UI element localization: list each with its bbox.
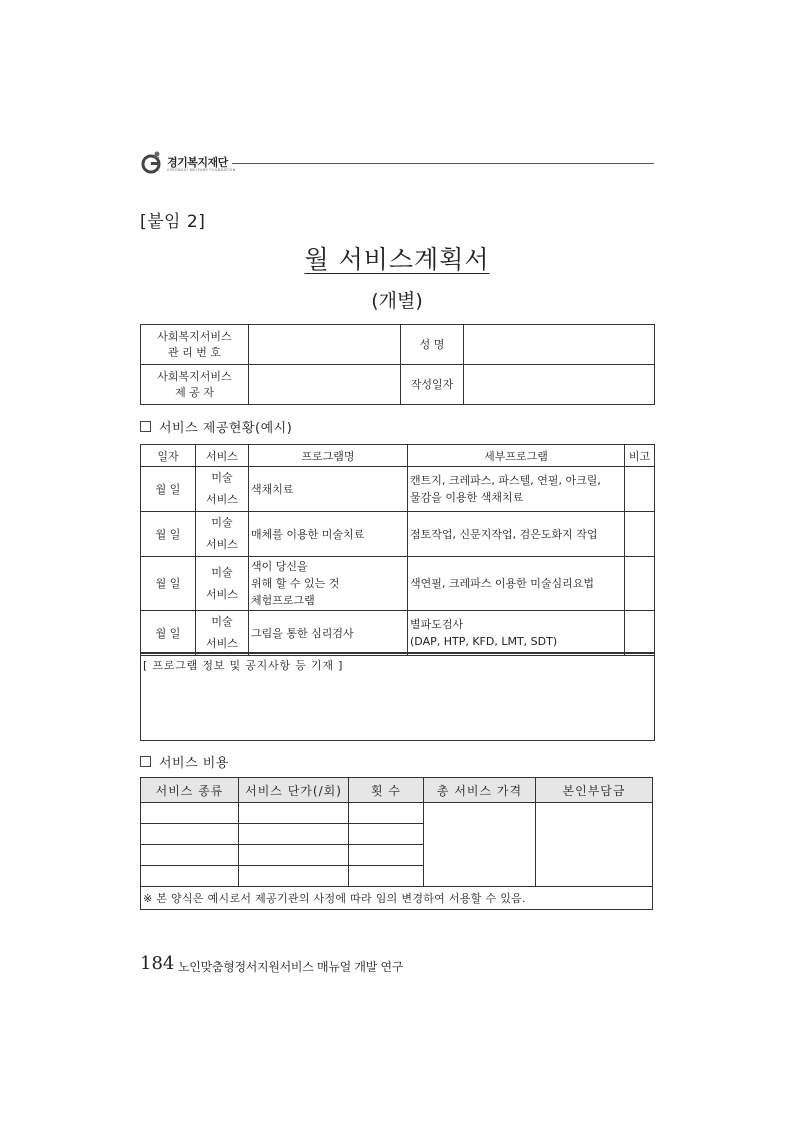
detail-cell: [408, 467, 625, 512]
table-row: [141, 803, 653, 824]
cell-line: 서비스: [206, 637, 238, 650]
service-type-cell[interactable]: [141, 866, 239, 887]
header-rule: [232, 163, 654, 164]
column-header: 횟 수: [349, 778, 424, 803]
detail-cell: [408, 611, 625, 656]
document-subtitle: (개별): [371, 290, 423, 312]
cell-line: 미술: [211, 516, 233, 529]
date-cell: 월 일: [141, 467, 196, 512]
label-line: 사회복지서비스: [157, 369, 232, 383]
service-cell: [196, 611, 249, 656]
cell-line: 위해 할 수 있는 것: [251, 577, 340, 590]
section-title: 서비스 제공현황(예시): [159, 421, 293, 436]
note-cell: [625, 512, 655, 557]
column-header: 비고: [625, 445, 655, 467]
unit-price-cell[interactable]: [239, 803, 349, 824]
label-line: 사회복지서비스: [157, 329, 232, 343]
unit-price-cell[interactable]: [239, 824, 349, 845]
service-type-cell[interactable]: [141, 845, 239, 866]
service-cell: [196, 467, 249, 512]
table-row: [141, 611, 655, 656]
total-price-cell[interactable]: [424, 803, 536, 887]
cell-line: (DAP, HTP, KFD, LMT, SDT): [410, 635, 558, 648]
program-cell: [249, 557, 408, 611]
checkbox-icon: [140, 421, 151, 432]
count-cell[interactable]: [349, 845, 424, 866]
cell-line: 서비스: [206, 587, 238, 601]
service-type-cell[interactable]: [141, 803, 239, 824]
unit-price-cell[interactable]: [239, 845, 349, 866]
column-header: 세부프로그램: [408, 445, 625, 467]
name-field[interactable]: [464, 325, 655, 365]
note-cell: [625, 467, 655, 512]
notes-box-label: [ 프로그램 정보 및 공지사항 등 기재 ]: [143, 659, 344, 672]
cell-line: 미술: [211, 615, 233, 628]
section-title: 서비스 비용: [159, 756, 229, 771]
cell-line: 캔트지, 크레파스, 파스텔, 연필, 아크릴,: [410, 474, 601, 487]
column-header: 서비스 단가(/회): [239, 778, 349, 803]
cell-line: 색이 당신을: [251, 560, 308, 573]
cell-line: 서비스: [206, 538, 238, 551]
date-written-label: 작성일자: [401, 365, 464, 405]
name-label: 성 명: [401, 325, 464, 365]
service-cell: [196, 512, 249, 557]
date-cell: 월 일: [141, 512, 196, 557]
column-header: 서비스: [196, 445, 249, 467]
program-table: [140, 444, 655, 656]
program-cell: 그림을 통한 심리검사: [249, 611, 408, 656]
co-payment-cell[interactable]: [536, 803, 653, 887]
unit-price-cell[interactable]: [239, 866, 349, 887]
service-type-cell[interactable]: [141, 824, 239, 845]
cell-line: 체험프로그램: [251, 594, 315, 607]
column-header: 서비스 종류: [141, 778, 239, 803]
footer-text: 노인맞춤형정서지원서비스 매뉴얼 개발 연구: [178, 960, 404, 974]
document-title-text: 월 서비스계획서: [304, 245, 490, 274]
notes-box[interactable]: [140, 652, 655, 741]
provider-field[interactable]: [249, 365, 401, 405]
program-cell: 색채치료: [249, 467, 408, 512]
count-cell[interactable]: [349, 866, 424, 887]
cell-line: 서비스: [206, 493, 238, 506]
logo-subtext: GYEONGGI WELFARE FOUNDATION: [167, 168, 236, 172]
logo-mark-icon: [140, 150, 164, 174]
date-written-field[interactable]: [464, 365, 655, 405]
table-header-row: [141, 445, 655, 467]
cell-line: 별파도검사: [410, 618, 464, 631]
date-cell: 월 일: [141, 611, 196, 656]
program-cell: 매체를 이용한 미술치료: [249, 512, 408, 557]
cell-line: 물감을 이용한 색채치료: [410, 491, 524, 504]
table-row: [141, 887, 653, 910]
detail-cell: 점토작업, 신문지작업, 검은도화지 작업: [408, 512, 625, 557]
table-row: [141, 365, 655, 405]
info-table: [140, 324, 655, 405]
table-header-row: [141, 778, 653, 803]
column-header: 프로그램명: [249, 445, 408, 467]
count-cell[interactable]: [349, 803, 424, 824]
cell-line: 미술: [211, 471, 233, 484]
column-header: 본인부담금: [536, 778, 653, 803]
section-service-status: [140, 417, 292, 436]
table-row: [141, 467, 655, 512]
management-number-field[interactable]: [249, 325, 401, 365]
note-cell: [625, 611, 655, 656]
service-cell: [196, 557, 249, 611]
cost-table: [140, 777, 653, 910]
column-header: 일자: [141, 445, 196, 467]
date-cell: 월 일: [141, 557, 196, 611]
document-title: [0, 240, 794, 276]
foundation-logo: [140, 150, 240, 176]
note-cell: [625, 557, 655, 611]
provider-label: [141, 365, 249, 405]
attachment-label: [붙임 2]: [140, 212, 206, 232]
cell-line: 미술: [211, 565, 233, 579]
label-line: 제 공 자: [175, 385, 214, 399]
detail-cell: 색연필, 크레파스 이용한 미술심리요법: [408, 557, 625, 611]
management-number-label: [141, 325, 249, 365]
label-line: 관 리 번 호: [168, 345, 221, 359]
page-number: 184: [140, 953, 175, 974]
form-note: ※ 본 양식은 예시로서 제공기관의 사정에 따라 임의 변경하여 서용할 수 있음.: [141, 887, 653, 910]
table-row: [141, 512, 655, 557]
table-row: [141, 557, 655, 611]
logo-text: 경기복지재단: [167, 156, 228, 169]
count-cell[interactable]: [349, 824, 424, 845]
table-row: [141, 325, 655, 365]
section-service-cost: [140, 752, 229, 771]
column-header: 총 서비스 가격: [424, 778, 536, 803]
checkbox-icon: [140, 756, 151, 767]
